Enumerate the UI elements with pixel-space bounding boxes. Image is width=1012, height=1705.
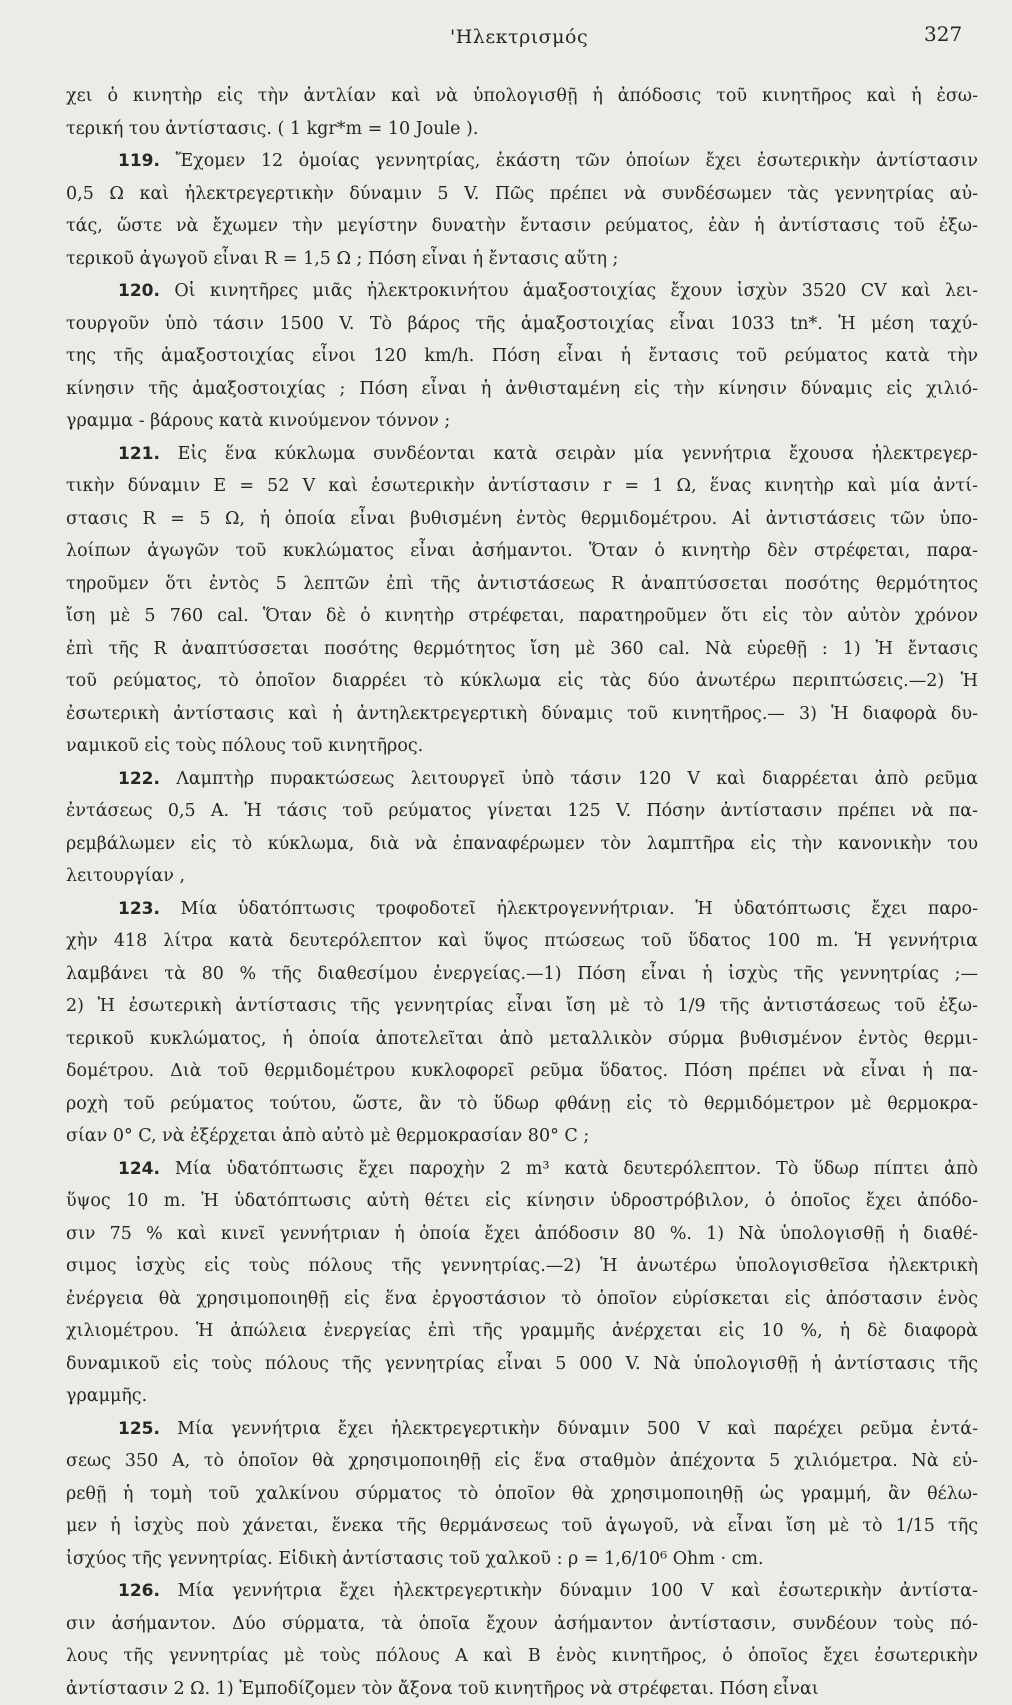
line-text: 2) Ἡ ἐσωτερικὴ ἀντίστασις τῆς γεννητρίας εἶναι ἴση μὲ τὸ 1/9 τῆς ἀντιστάσεως τοῦ ἐξω-	[66, 996, 978, 1016]
line-text: ἀντίστασιν 2 Ω. 1) Ἐμποδίζομεν τὸν ἄξονα τοῦ κινητῆρος νὰ στρέφεται. Πόση εἶναι	[66, 1679, 819, 1699]
text-line	[66, 1315, 978, 1348]
line-text: ναμικοῦ εἰς τοὺς πόλους τοῦ κινητῆρος.	[66, 736, 423, 756]
problem-number: 121.	[118, 444, 160, 464]
problem-number: 120.	[118, 281, 160, 301]
line-text: Λαμπτὴρ πυρακτώσεως λειτουργεῖ ὑπὸ τάσιν 120 V καὶ διαρρέεται ἀπὸ ρεῦμα	[176, 769, 978, 789]
text-body	[66, 80, 978, 1705]
text-line	[66, 633, 978, 666]
line-text: Οἱ κινητῆρες μιᾶς ἠλεκτροκινήτου ἁμαξοστοιχίας ἔχουν ἰσχὺν 3520 CV καὶ λει-	[174, 281, 978, 301]
line-text: Ἔχομεν 12 ὁμοίας γεννητρίας, ἑκάστη τῶν ὁποίων ἔχει ἐσωτερικὴν ἀντίστασιν	[175, 151, 978, 171]
problem-start-line	[66, 893, 978, 926]
line-text: ρεθῇ ἡ τομὴ τοῦ χαλκίνου σύρματος τὸ ὁποῖον θὰ χρησιμοποιηθῇ ὡς γραμμή, ἂν θέλω-	[66, 1484, 978, 1504]
problem-start-line	[66, 1575, 978, 1608]
text-line	[66, 1023, 978, 1056]
text-line	[66, 600, 978, 633]
line-text: χιλιομέτρου. Ἡ ἀπώλεια ἐνεργείας ἐπὶ τῆς γραμμῆς ἀνέρχεται εἰς 10 %, ἡ δὲ διαφορὰ	[66, 1321, 978, 1341]
text-line	[66, 1283, 978, 1316]
problem-number: 119.	[118, 151, 160, 171]
line-text: ἐσωτερικὴ ἀντίστασις καὶ ἡ ἀντηλεκτρεγερτικὴ δύναμις τοῦ κινητῆρος.— 3) Ἡ διαφορὰ δυ-	[66, 704, 978, 724]
line-text: τάς, ὥστε νὰ ἔχωμεν τὴν μεγίστην δυνατὴν ἔντασιν ρεύματος, ἐὰν ἡ ἀντίστασις τοῦ ἐξω-	[66, 216, 978, 236]
line-text: τερικοῦ κυκλώματος, ἡ ὁποία ἀποτελεῖται ἀπὸ μεταλλικὸν σύρμα βυθισμένον ἐντὸς θερμι-	[66, 1029, 978, 1049]
problem-start-line	[66, 145, 978, 178]
line-text: τερικοῦ ἀγωγοῦ εἶναι R = 1,5 Ω ; Πόση εἶναι ἡ ἔντασις αὕτη ;	[66, 249, 618, 269]
page-header	[0, 22, 1012, 52]
line-text: σιμος ἰσχὺς εἰς τοὺς πόλους τῆς γεννητρίας.—2) Ἡ ἀνωτέρω ὑπολογισθεῖσα ἠλεκτρικὴ	[66, 1256, 978, 1276]
text-line	[66, 1088, 978, 1121]
text-line	[66, 860, 978, 893]
line-text: χει ὁ κινητὴρ εἰς τὴν ἀντλίαν καὶ νὰ ὑπολογισθῇ ἡ ἀπόδοσις τοῦ κινητῆρος καὶ ἡ ἐσω-	[66, 86, 978, 106]
line-text: Μία γεννήτρια ἔχει ἠλεκτρεγερτικὴν δύναμιν 500 V καὶ παρέχει ρεῦμα ἐντά-	[177, 1419, 978, 1439]
line-text: λοίπων ἀγωγῶν τοῦ κυκλώματος εἶναι ἀσήμαντοι. Ὅταν ὁ κινητὴρ δὲν στρέφεται, παρα-	[66, 541, 978, 561]
page-number: 327	[924, 22, 962, 46]
text-line	[66, 1478, 978, 1511]
line-text: ἐντάσεως 0,5 A. Ἡ τάσις τοῦ ρεύματος γίνεται 125 V. Πόσην ἀντίστασιν πρέπει νὰ πα-	[66, 801, 978, 821]
text-line	[66, 1348, 978, 1381]
line-text: γραμμῆς.	[66, 1386, 147, 1406]
text-line	[66, 503, 978, 536]
line-text: τερική του ἀντίστασις. ( 1 kgr*m = 10 Joule ).	[66, 119, 478, 139]
line-text: ἰσχύος τῆς γεννητρίας. Εἰδικὴ ἀντίστασις τοῦ χαλκοῦ : ρ = 1,6/10⁶ Ohm · cm.	[66, 1549, 764, 1569]
text-line	[66, 178, 978, 211]
line-text: Μία ὑδατόπτωσις ἔχει παροχὴν 2 m³ κατὰ δευτερόλεπτον. Τὸ ὕδωρ πίπτει ἀπὸ	[175, 1159, 978, 1179]
line-text: γραμμα - βάρους κατὰ κινούμενον τόννον ;	[66, 411, 450, 431]
text-line	[66, 405, 978, 438]
text-line	[66, 795, 978, 828]
text-line	[66, 1510, 978, 1543]
line-text: ροχὴ τοῦ ρεύματος τούτου, ὥστε, ἂν τὸ ὕδωρ φθάνῃ εἰς τὸ θερμιδόμετρον μὲ θερμοκρα-	[66, 1094, 978, 1114]
text-line	[66, 730, 978, 763]
running-title: 'Ηλεκτρισμός	[450, 26, 588, 48]
line-text: ὕψος 10 m. Ἡ ὑδατόπτωσις αὐτὴ θέτει εἰς κίνησιν ὑδροστρόβιλον, ὁ ὁποῖος ἔχει ἀπόδο-	[66, 1191, 978, 1211]
line-text: δομέτρου. Διὰ τοῦ θερμιδομέτρου κυκλοφορεῖ ρεῦμα ὕδατος. Πόση πρέπει νὰ εἶναι ἡ πα-	[66, 1061, 978, 1081]
line-text: τοῦ ρεύματος, τὸ ὁποῖον διαρρέει τὸ κύκλωμα εἰς τὰς δύο ἀνωτέρω περιπτώσεις.—2) Ἡ	[66, 671, 978, 691]
problem-number: 122.	[118, 769, 160, 789]
text-line	[66, 1218, 978, 1251]
problem-start-line	[66, 1413, 978, 1446]
text-line	[66, 828, 978, 861]
text-line	[66, 113, 978, 146]
text-line	[66, 1120, 978, 1153]
line-text: σιν 75 % καὶ κινεῖ γεννήτριαν ἡ ὁποία ἔχει ἀπόδοσιν 80 %. 1) Νὰ ὑπολογισθῇ ἡ διαθέ-	[66, 1224, 978, 1244]
text-line	[66, 470, 978, 503]
line-text: λους τῆς γεννητρίας μὲ τοὺς πόλους A καὶ B ἑνὸς κινητῆρος, ὁ ὁποῖος ἔχει ἐσωτερικὴν	[66, 1646, 978, 1666]
line-text: σιν ἀσήμαντον. Δύο σύρματα, τὰ ὁποῖα ἔχουν ἀσήμαντον ἀντίστασιν, συνδέουν τοὺς πό-	[66, 1614, 978, 1634]
text-line	[66, 1673, 978, 1705]
line-text: Εἰς ἕνα κύκλωμα συνδέονται κατὰ σειρὰν μία γεννήτρια ἔχουσα ἠλεκτρεγερ-	[178, 444, 978, 464]
problem-start-line	[66, 438, 978, 471]
line-text: δυναμικοῦ εἰς τοὺς πόλους τῆς γεννητρίας εἶναι 5 000 V. Νὰ ὑπολογισθῇ ἡ ἀντίστασις τῆς	[66, 1354, 978, 1374]
text-line	[66, 665, 978, 698]
text-line	[66, 698, 978, 731]
line-text: μεν ἡ ἰσχὺς ποὺ χάνεται, ἕνεκα τῆς θερμάνσεως τοῦ ἀγωγοῦ, νὰ εἶναι ἴση μὲ τὸ 1/15 τῆς	[66, 1516, 978, 1536]
problem-number: 123.	[118, 899, 160, 919]
text-line	[66, 925, 978, 958]
text-line	[66, 1608, 978, 1641]
text-line	[66, 535, 978, 568]
line-text: τουργοῦν ὑπὸ τάσιν 1500 V. Τὸ βάρος τῆς ἁμαξοστοιχίας εἶναι 1033 tn*. Ἡ μέση ταχύ-	[66, 314, 978, 334]
text-line	[66, 568, 978, 601]
line-text: τικὴν δύναμιν E = 52 V καὶ ἐσωτερικὴν ἀντίστασιν r = 1 Ω, ἕνας κινητὴρ καὶ μία ἀντί-	[66, 476, 978, 496]
line-text: σίαν 0° C, νὰ ἐξέρχεται ἀπὸ αὐτὸ μὲ θερμοκρασίαν 80° C ;	[66, 1126, 589, 1146]
line-text: ἐπὶ τῆς R ἀναπτύσσεται ποσότης θερμότητος ἴση μὲ 360 cal. Νὰ εὑρεθῇ : 1) Ἡ ἔντασις	[66, 639, 978, 659]
text-line	[66, 1185, 978, 1218]
line-text: κίνησιν τῆς ἁμαξοστοιχίας ; Πόση εἶναι ἡ ἀνθισταμένη εἰς τὴν κίνησιν δύναμις εἰς χιλιό-	[66, 379, 978, 399]
text-line	[66, 1380, 978, 1413]
text-line	[66, 1250, 978, 1283]
text-line	[66, 340, 978, 373]
text-line	[66, 308, 978, 341]
problem-start-line	[66, 763, 978, 796]
text-line	[66, 1055, 978, 1088]
text-line	[66, 1543, 978, 1576]
line-text: της τῆς ἁμαξοστοιχίας εἶνοι 120 km/h. Πόση εἶναι ἡ ἔντασις τοῦ ρεύματος κατὰ τὴν	[66, 346, 978, 366]
text-line	[66, 958, 978, 991]
line-text: Μία γεννήτρια ἔχει ἠλεκτρεγερτικὴν δύναμιν 100 V καὶ ἐσωτερικὴν ἀντίστα-	[178, 1581, 978, 1601]
problem-number: 124.	[118, 1159, 160, 1179]
text-line	[66, 243, 978, 276]
problem-number: 125.	[118, 1419, 160, 1439]
problem-start-line	[66, 275, 978, 308]
text-line	[66, 1640, 978, 1673]
line-text: ρεμβάλωμεν εἰς τὸ κύκλωμα, διὰ νὰ ἐπαναφέρωμεν τὸν λαμπτῆρα εἰς τὴν κανονικὴν του	[66, 834, 978, 854]
line-text: ἐνέργεια θὰ χρησιμοποιηθῇ εἰς ἕνα ἐργοστάσιον τὸ ὁποῖον εὑρίσκεται εἰς ἀπόστασιν ἑνὸς	[66, 1289, 978, 1309]
line-text: σεως 350 A, τὸ ὁποῖον θὰ χρησιμοποιηθῇ εἰς ἕνα σταθμὸν ἀπέχοντα 5 χιλιόμετρα. Νὰ εὑ-	[66, 1451, 978, 1471]
text-line	[66, 373, 978, 406]
line-text: τηροῦμεν ὅτι ἐντὸς 5 λεπτῶν ἐπὶ τῆς ἀντιστάσεως R ἀναπτύσσεται ποσότης θερμότητος	[66, 574, 978, 594]
line-text: χὴν 418 λίτρα κατὰ δευτερόλεπτον καὶ ὕψος πτώσεως τοῦ ὕδατος 100 m. Ἡ γεννήτρια	[66, 931, 978, 951]
line-text: Μία ὑδατόπτωσις τροφοδοτεῖ ἠλεκτρογεννήτριαν. Ἡ ὑδατόπτωσις ἔχει παρο-	[181, 899, 978, 919]
line-text: στασις R = 5 Ω, ἡ ὁποία εἶναι βυθισμένη ἐντὸς θερμιδομέτρου. Αἱ ἀντιστάσεις τῶν ὑπο-	[66, 509, 978, 529]
line-text: λαμβάνει τὰ 80 % τῆς διαθεσίμου ἐνεργείας.—1) Πόση εἶναι ἡ ἰσχὺς τῆς γεννητρίας ;—	[66, 964, 978, 984]
text-line	[66, 210, 978, 243]
text-line	[66, 80, 978, 113]
line-text: ἴση μὲ 5 760 cal. Ὅταν δὲ ὁ κινητὴρ στρέφεται, παρατηροῦμεν ὅτι εἰς τὸν αὐτὸν χρόνον	[66, 606, 978, 626]
text-line	[66, 1445, 978, 1478]
problem-start-line	[66, 1153, 978, 1186]
problem-number: 126.	[118, 1581, 160, 1601]
line-text: λειτουργίαν ,	[66, 866, 185, 886]
line-text: 0,5 Ω καὶ ἠλεκτρεγερτικὴν δύναμιν 5 V. Πῶς πρέπει νὰ συνδέσωμεν τὰς γεννητρίας αὐ-	[66, 184, 978, 204]
text-line	[66, 990, 978, 1023]
